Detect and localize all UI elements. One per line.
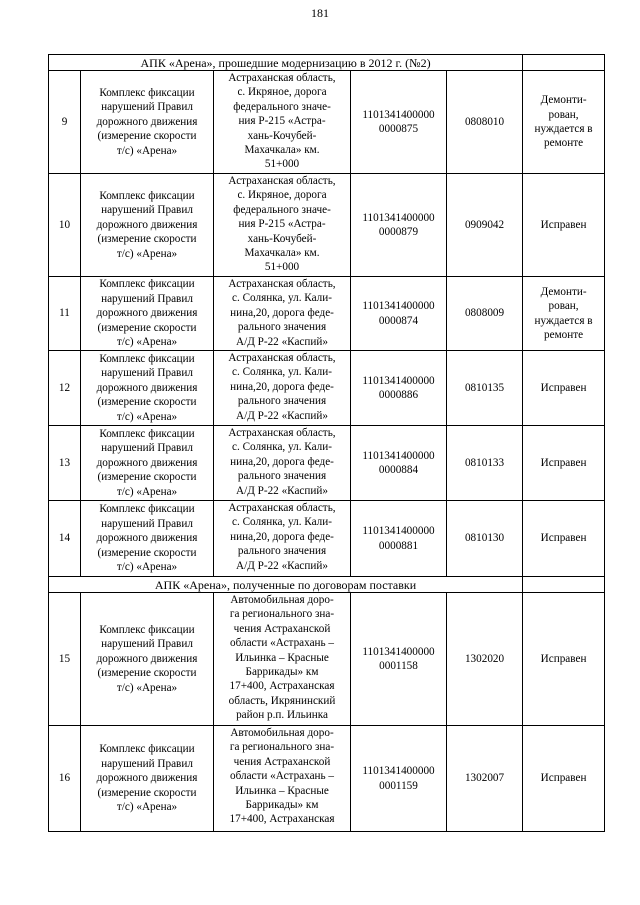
installation-location: Автомобильная доро- га регионального зна- чения Астраханской области «Астрахань – Ильинка – Красные Баррикады» км 17+400, Астраханская область, Икрянинский район р.п. Ильинка — [214, 593, 351, 726]
inventory-number: 1101341400000 0000886 — [351, 351, 447, 426]
serial-number: 1302020 — [447, 593, 523, 726]
status: Исправен — [523, 351, 605, 426]
serial-number: 0909042 — [447, 174, 523, 277]
installation-location: Астраханская область, с. Солянка, ул. Кали- нина,20, дорога феде- рального значения А/Д Р-22 «Каспий» — [214, 501, 351, 577]
installation-location: Астраханская область, с. Солянка, ул. Кали- нина,20, дорога феде- рального значения А/Д Р-22 «Каспий» — [214, 277, 351, 351]
table-row — [49, 593, 605, 726]
table-row — [49, 726, 605, 832]
status: Исправен — [523, 726, 605, 832]
status: Исправен — [523, 174, 605, 277]
inventory-number: 1101341400000 0000881 — [351, 501, 447, 577]
equipment-name: Комплекс фиксации нарушений Правил дорожного движения (измерение скорости т/с) «Арена» — [81, 426, 214, 501]
section-empty-cell — [523, 55, 605, 71]
inventory-number: 1101341400000 0000884 — [351, 426, 447, 501]
serial-number: 0808010 — [447, 71, 523, 174]
installation-location: Астраханская область, с. Солянка, ул. Кали- нина,20, дорога феде- рального значения А/Д Р-22 «Каспий» — [214, 351, 351, 426]
row-number: 14 — [49, 501, 81, 577]
table-row — [49, 277, 605, 351]
section-empty-cell — [523, 577, 605, 593]
serial-number: 1302007 — [447, 726, 523, 832]
serial-number: 0810133 — [447, 426, 523, 501]
installation-location: Астраханская область, с. Икряное, дорога федерального значе- ния Р-215 «Астра- хань-Кочубей- Махачкала» км. 51+000 — [214, 174, 351, 277]
status: Исправен — [523, 501, 605, 577]
serial-number: 0810135 — [447, 351, 523, 426]
section-header-row — [49, 55, 605, 71]
serial-number: 0810130 — [447, 501, 523, 577]
section-header-row — [49, 577, 605, 593]
row-number: 15 — [49, 593, 81, 726]
inventory-number: 1101341400000 0000875 — [351, 71, 447, 174]
equipment-name: Комплекс фиксации нарушений Правил дорожного движения (измерение скорости т/с) «Арена» — [81, 174, 214, 277]
installation-location: Автомобильная доро- га регионального зна- чения Астраханской области «Астрахань – Ильинка – Красные Баррикады» км 17+400, Астраханская — [214, 726, 351, 832]
installation-location: Астраханская область, с. Икряное, дорога федерального значе- ния Р-215 «Астра- хань-Кочубей- Махачкала» км. 51+000 — [214, 71, 351, 174]
table-row — [49, 174, 605, 277]
row-number: 10 — [49, 174, 81, 277]
serial-number: 0808009 — [447, 277, 523, 351]
status: Демонти- рован, нуждается в ремонте — [523, 277, 605, 351]
table-row — [49, 351, 605, 426]
inventory-number: 1101341400000 0000879 — [351, 174, 447, 277]
page-number: 181 — [311, 6, 329, 20]
status: Исправен — [523, 593, 605, 726]
row-number: 12 — [49, 351, 81, 426]
equipment-name: Комплекс фиксации нарушений Правил дорожного движения (измерение скорости т/с) «Арена» — [81, 593, 214, 726]
row-number: 11 — [49, 277, 81, 351]
status: Исправен — [523, 426, 605, 501]
inventory-number: 1101341400000 0001159 — [351, 726, 447, 832]
installation-location: Астраханская область, с. Солянка, ул. Кали- нина,20, дорога феде- рального значения А/Д Р-22 «Каспий» — [214, 426, 351, 501]
equipment-name: Комплекс фиксации нарушений Правил дорожного движения (измерение скорости т/с) «Арена» — [81, 277, 214, 351]
inventory-number: 1101341400000 0000874 — [351, 277, 447, 351]
section-title: АПК «Арена», полученные по договорам поставки — [49, 577, 523, 593]
equipment-name: Комплекс фиксации нарушений Правил дорожного движения (измерение скорости т/с) «Арена» — [81, 71, 214, 174]
equipment-name: Комплекс фиксации нарушений Правил дорожного движения (измерение скорости т/с) «Арена» — [81, 726, 214, 832]
equipment-name: Комплекс фиксации нарушений Правил дорожного движения (измерение скорости т/с) «Арена» — [81, 351, 214, 426]
equipment-table — [48, 54, 605, 832]
status: Демонти- рован, нуждается в ремонте — [523, 71, 605, 174]
table-row — [49, 426, 605, 501]
equipment-name: Комплекс фиксации нарушений Правил дорожного движения (измерение скорости т/с) «Арена» — [81, 501, 214, 577]
section-title: АПК «Арена», прошедшие модернизацию в 2012 г. (№2) — [49, 55, 523, 71]
inventory-number: 1101341400000 0001158 — [351, 593, 447, 726]
row-number: 16 — [49, 726, 81, 832]
table-row — [49, 71, 605, 174]
row-number: 9 — [49, 71, 81, 174]
row-number: 13 — [49, 426, 81, 501]
table-row — [49, 501, 605, 577]
